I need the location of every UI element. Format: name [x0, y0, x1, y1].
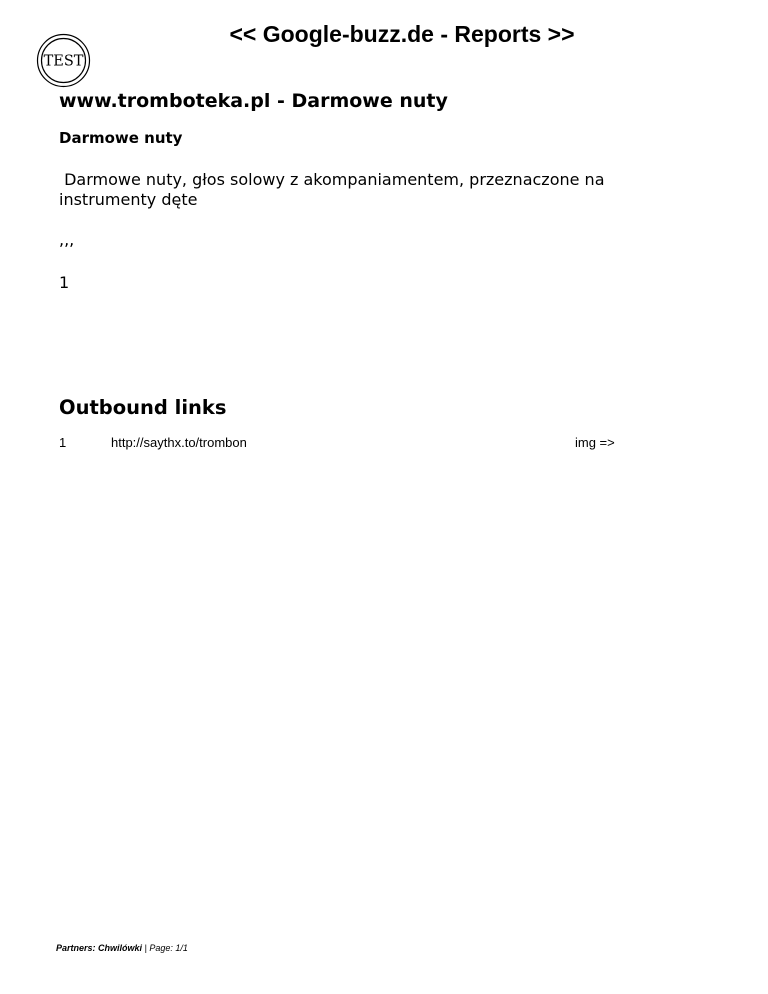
outbound-links-heading: Outbound links	[59, 396, 227, 419]
footer-separator: |	[142, 943, 150, 953]
footer-page-number: Page: 1/1	[149, 943, 188, 953]
outbound-link-row	[0, 434, 768, 452]
link-number: 1	[59, 435, 67, 450]
outbound-link-img[interactable]: img =>	[575, 435, 615, 450]
site-subtitle: Darmowe nuty	[59, 129, 183, 147]
site-description: Darmowe nuty, głos solowy z akompaniamentem, przeznaczone na instrumenty dęte	[59, 170, 610, 209]
outbound-link-url[interactable]: http://saythx.to/trombon	[111, 435, 247, 450]
page-footer	[56, 942, 188, 954]
keywords-line: ,,,	[59, 230, 75, 249]
count-value: 1	[59, 273, 70, 292]
footer-partners[interactable]: Partners: Chwilówki	[56, 943, 143, 953]
report-header-title: << Google-buzz.de - Reports >>	[229, 21, 575, 47]
stamp-label: TEST	[43, 53, 84, 70]
page-title: www.tromboteka.pl - Darmowe nuty	[59, 90, 448, 112]
test-stamp-icon	[36, 33, 91, 88]
